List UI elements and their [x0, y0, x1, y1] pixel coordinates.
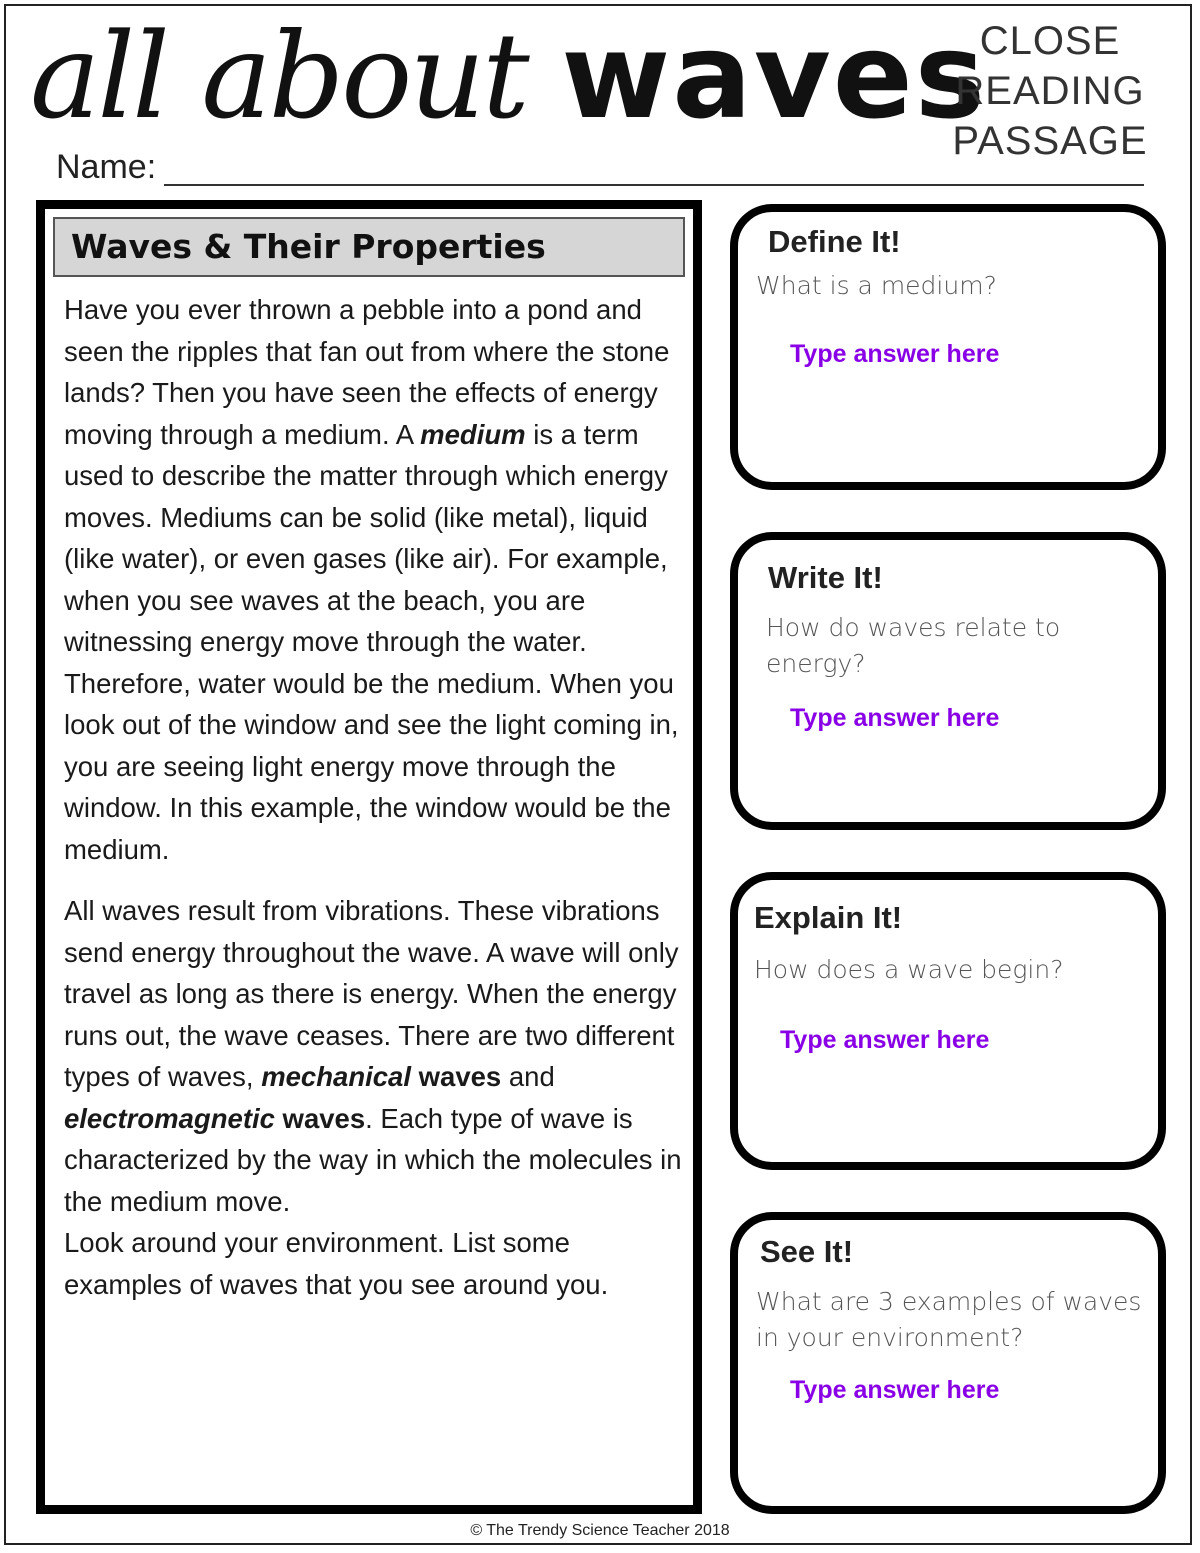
passage-paragraph-2: [64, 890, 694, 1305]
name-field-line[interactable]: [164, 184, 1144, 186]
term-medium: medium: [420, 418, 526, 450]
title-part-2: waves: [561, 7, 988, 145]
passage-heading: Waves & Their Properties: [53, 217, 685, 277]
p2-waves-2: waves: [274, 1102, 366, 1134]
close-reading-tag: [950, 16, 1150, 166]
question-prompt: What is a medium?: [756, 271, 997, 300]
term-electromagnetic: electromagnetic: [64, 1102, 275, 1134]
answer-field[interactable]: Type answer here: [790, 704, 1000, 732]
question-box-define: [730, 204, 1166, 490]
question-title: Write It!: [768, 560, 883, 595]
answer-field[interactable]: Type answer here: [790, 340, 1000, 368]
p2-text-a: All waves result from vibrations. These vibrations send energy throughout the wave. A wave will only travel as long as there is energy. When the energy runs out, the wave ceases. There are two different types of waves,: [64, 895, 679, 1092]
question-title: See It!: [760, 1234, 854, 1269]
question-prompt: How does a wave begin?: [754, 955, 1064, 984]
p3-text: Look around your environment. List some examples of waves that you see around you.: [64, 1227, 609, 1300]
p2-waves-1: waves: [411, 1061, 502, 1092]
question-prompt: What are 3 examples of waves in your environment?: [756, 1287, 1142, 1352]
page-title: [30, 6, 987, 146]
p2-text-b: . Each type of wave is characterized by the way in which the molecules in the medium move.: [64, 1102, 682, 1217]
tag-line-3: PASSAGE: [952, 119, 1148, 163]
question-box-see: [730, 1212, 1166, 1514]
title-part-1: all about: [30, 7, 527, 145]
tag-line-1: CLOSE: [979, 19, 1121, 63]
question-box-explain: [730, 872, 1166, 1170]
term-mechanical: mechanical: [261, 1061, 411, 1092]
reading-passage: [36, 200, 702, 1514]
answer-field[interactable]: Type answer here: [790, 1376, 1000, 1404]
question-title: Define It!: [768, 224, 901, 259]
passage-body: [64, 289, 694, 1305]
p1-text-a: Have you ever thrown a pebble into a pond and seen the ripples that fan out from where the stone lands? Then you have seen the effects of energy moving through a medium. A: [64, 294, 670, 450]
p2-and: and: [501, 1061, 555, 1092]
answer-field[interactable]: Type answer here: [780, 1026, 990, 1054]
tag-line-2: READING: [955, 69, 1145, 113]
question-box-write: [730, 532, 1166, 830]
question-prompt: How do waves relate to energy?: [766, 613, 1061, 678]
p1-text-b: is a term used to describe the matter through which energy moves. Mediums can be solid (like metal), liquid (like water), or even gases (like air). For example, when you see waves at the beach, you are witnessing energy move through the water. Therefore, water would be the medium. When you look out of the window and see the light coming in, you are seeing light energy move through the window. In this example, the window would be the medium.: [64, 418, 679, 865]
copyright-footer: © The Trendy Science Teacher 2018: [470, 1522, 730, 1539]
passage-paragraph-1: [64, 289, 694, 870]
question-title: Explain It!: [754, 900, 903, 935]
name-label: Name:: [56, 148, 157, 186]
